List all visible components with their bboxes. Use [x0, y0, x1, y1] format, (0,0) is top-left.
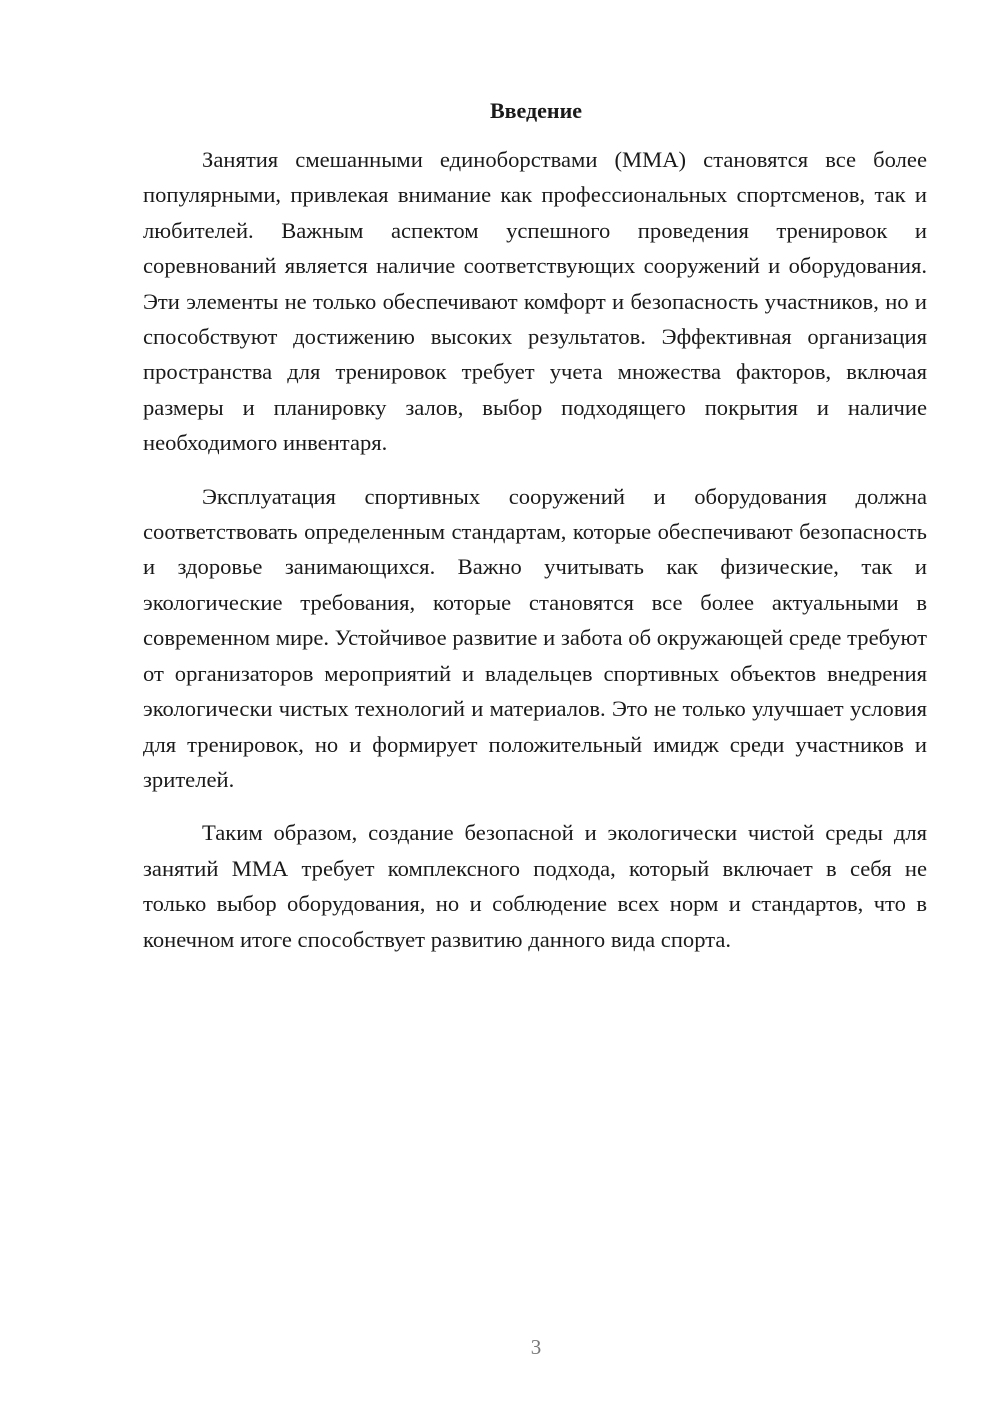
- body-text: [143, 142, 927, 957]
- paragraph-conclusion: Таким образом, создание безопасной и экологически чистой среды для занятий ММА требует комплексного подхода, который включает в себя не только выбор оборудования, но и соблюдение всех норм и стандартов, что в конечном итоге способствует развитию данного вида спорта.: [143, 820, 927, 952]
- page-number: 3: [530, 1335, 542, 1359]
- paragraph-intro: Занятия смешанными единоборствами (ММА) становятся все более популярными, привлекая внимание как профессиональных спортсменов, так и любителей. Важным аспектом успешного проведения тренировок и соревнований является наличие соответствующих сооружений и оборудования. Эти элементы не только обеспечивают комфорт и безопасность участников, но и способствуют достижению высоких результатов. Эффективная организация пространства для тренировок требует учета множества факторов, включая размеры и планировку залов, выбор подходящего покрытия и наличие необходимого инвентаря.: [143, 147, 927, 456]
- paragraph-exploitation: Эксплуатация спортивных сооружений и оборудования должна соответствовать определенным стандартам, которые обеспечивают безопасность и здоровье занимающихся. Важно учитывать как физические, так и экологические требования, которые становятся все более актуальными в современном мире. Устойчивое развитие и забота об окружающей среде требуют от организаторов мероприятий и владельцев спортивных объектов внедрения экологически чистых технологий и материалов. Это не только улучшает условия для тренировок, но и формирует положительный имидж среди участников и зрителей.: [143, 483, 927, 792]
- section-heading: Введение: [489, 98, 583, 123]
